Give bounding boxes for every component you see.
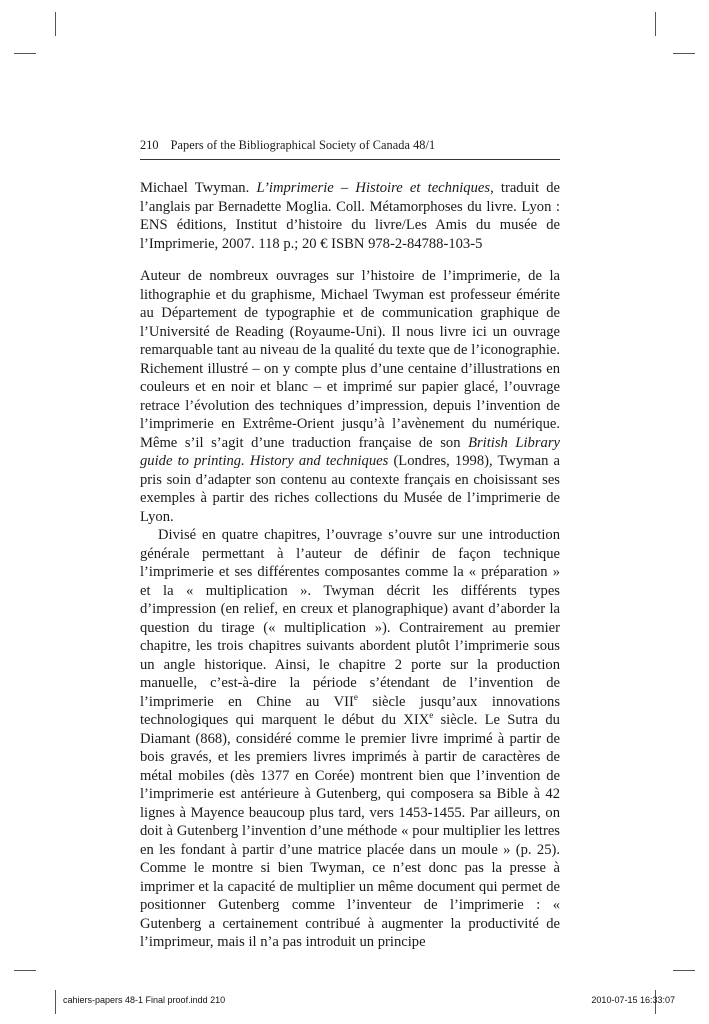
superscript: e bbox=[429, 710, 434, 721]
reference-title: L’imprimerie – Histoire et techniques bbox=[256, 180, 491, 196]
header-rule bbox=[140, 159, 560, 160]
running-header bbox=[140, 138, 560, 153]
paragraph-text: siècle. Le Sutra du Diamant (868), considéré comme le premier livre imprimé à partir de bois gravés, et les premiers livres imprimés à partir de caractères de métal mobiles (dès 1377 en Corée) montrent bien que l’invention de l’imprimerie est antérieure à Gutenberg, qui composera sa Bible à 42 lignes à Mayence beaucoup plus tard, vers 1453-1455. Par ailleurs, on doit à Gutenberg l’invention d’une méthode « pour multiplier les lettres en les fondant à partir d’une matrice placée dans un moule » (p. 25). Comme le montre si bien Twyman, ce n’est donc pas la presse à imprimer et la capacité de multiplier un même document qui permet de positionner Gutenberg comme l’inventeur de l’imprimerie : « Gutenberg a certainement contribué à augmenter la productivité de l’imprimeur, mais il n’a pas introduit un principe bbox=[140, 712, 560, 950]
cited-title: British Library guide to printing. History and techniques bbox=[140, 434, 560, 469]
crop-mark bbox=[673, 970, 695, 971]
paragraph-text: Divisé en quatre chapitres, l’ouvrage s’ouvre sur une introduction générale permettant à l’auteur de définir de façon technique l’imprimerie et ses différentes composantes comme la « préparation » et la « multiplication ». Twyman décrit les différents types d’impression (en relief, en creux et planographique) avant d’aborder la question du tirage (« multiplication »). Contrairement au premier chapitre, les trois chapitres suivants abordent plutôt l’imprimerie sous un angle historique. Ainsi, le chapitre 2 porte sur la production manuelle, c’est-à-dire la période s’étendant de l’invention de l’imprimerie en Chine au VII bbox=[140, 527, 560, 710]
book-reference bbox=[140, 179, 560, 253]
body-paragraph bbox=[140, 526, 560, 952]
slug-filename: cahiers-papers 48-1 Final proof.indd 210 bbox=[63, 995, 226, 1005]
crop-mark bbox=[14, 970, 36, 971]
page-number: 210 bbox=[140, 138, 159, 152]
superscript: e bbox=[353, 691, 358, 702]
paragraph-text: siècle jusqu’aux innovations technologiques qui marquent le début du XIX bbox=[140, 693, 561, 728]
reference-paragraph bbox=[140, 179, 560, 253]
slug-timestamp: 2010-07-15 16:33:07 bbox=[591, 995, 675, 1005]
crop-mark bbox=[55, 12, 56, 36]
crop-mark bbox=[55, 990, 56, 1014]
paragraph-text: (Londres, 1998), Twyman a pris soin d’adapter son contenu au contexte français en choisissant ses exemples à partir des riches collections du Musée de l’imprimerie de Lyon. bbox=[140, 453, 560, 525]
crop-mark bbox=[673, 53, 695, 54]
crop-mark bbox=[655, 12, 656, 36]
review-body bbox=[140, 267, 560, 952]
crop-mark bbox=[14, 53, 36, 54]
reference-details: , traduit de l’anglais par Bernadette Moglia. Coll. Métamorphoses du livre. Lyon : ENS éditions, Institut d’histoire du livre/Les Amis du musée de l’Imprimerie, 2007. 118 p.; 20 € ISBN 978-2-84788-103-5 bbox=[140, 180, 560, 252]
body-paragraph bbox=[140, 267, 560, 526]
reference-author: Michael Twyman. bbox=[140, 180, 257, 196]
running-title: Papers of the Bibliographical Society of Canada 48/1 bbox=[170, 138, 436, 152]
paragraph-text: Auteur de nombreux ouvrages sur l’histoire de l’imprimerie, de la lithographie et du graphisme, Michael Twyman est professeur émérite au Département de typographie et de communication graphique de l’Université de Reading (Royaume-Uni). Il nous livre ici un ouvrage remarquable tant au niveau de la qualité du texte que de l’iconographie. Richement illustré – on y compte plus d’une centaine d’illustrations en couleurs et en noir et blanc – et imprimé sur papier glacé, l’ouvrage retrace l’évolution des techniques d’impression, depuis l’invention de l’imprimerie en Extrême-Orient jusqu’à l’avènement du numérique. Même s’il s’agit d’une traduction française de son bbox=[140, 268, 560, 451]
